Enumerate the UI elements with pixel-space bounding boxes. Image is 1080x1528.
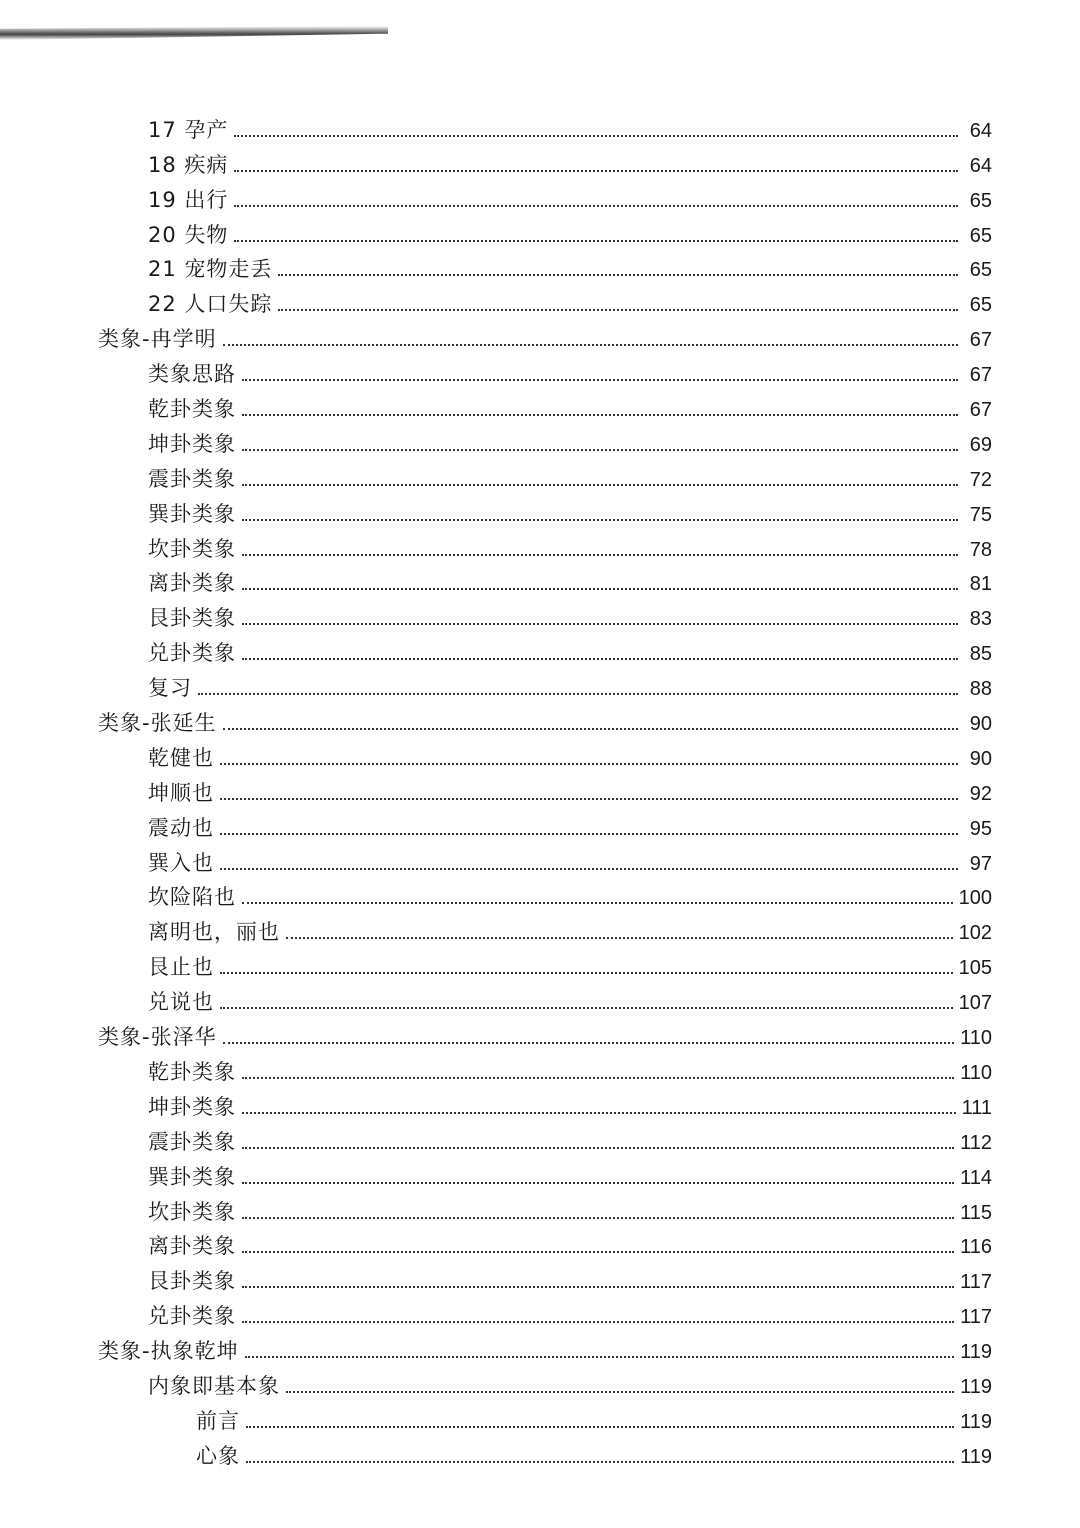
dot-leader: [242, 1251, 954, 1253]
toc-entry: [98, 106, 992, 141]
toc-entry-page-number: 83: [969, 608, 992, 631]
toc-entry-title: 乾卦类象: [148, 397, 236, 422]
toc-entry-page-number: 65: [969, 294, 992, 317]
toc-entry-title: 离明也，丽也: [148, 920, 280, 945]
toc-entry-title: 类象-冉学明: [98, 327, 217, 352]
toc-entry-title: 震卦类象: [148, 466, 236, 491]
toc-entry: [98, 490, 992, 525]
toc-entry: [98, 280, 992, 315]
toc-entry-title: 类象思路: [148, 362, 236, 387]
toc-entry-title: 坎卦类象: [148, 536, 236, 561]
toc-entry-title: 坎险陷也: [148, 885, 236, 910]
toc-entry-title: 坎卦类象: [148, 1199, 236, 1224]
toc-entry-page-number: 105: [958, 957, 992, 980]
toc-entry-page-number: 112: [960, 1131, 992, 1154]
toc-entry-title: 兑卦类象: [148, 641, 236, 666]
toc-entry-title: 艮止也: [148, 955, 214, 980]
dot-leader: [242, 554, 958, 556]
toc-entry-title: 类象-张泽华: [98, 1025, 217, 1050]
toc-entry: [98, 769, 992, 804]
dot-leader: [234, 135, 958, 137]
toc-entry: [98, 141, 992, 176]
dot-leader: [278, 309, 958, 311]
toc-entry: [98, 1397, 992, 1432]
toc-entry-title: 内象即基本象: [148, 1373, 280, 1398]
toc-entry: [98, 1118, 992, 1153]
scan-edge-mark: [0, 26, 388, 40]
toc-entry: [98, 1292, 992, 1327]
toc-entry-page-number: 110: [960, 1027, 992, 1050]
toc-entry-title: 19 出行: [148, 187, 229, 212]
toc-entry-title: 震动也: [148, 815, 214, 840]
dot-leader: [245, 1356, 955, 1358]
toc-entry-title: 乾卦类象: [148, 1059, 236, 1084]
toc-entry: [98, 978, 992, 1013]
toc-entry-page-number: 107: [958, 992, 992, 1015]
toc-entry-page-number: 69: [969, 433, 992, 456]
toc-entry-title: 坤顺也: [148, 780, 214, 805]
toc-entry: [98, 664, 992, 699]
toc-entry-title: 坤卦类象: [148, 1094, 236, 1119]
toc-entry-title: 坤卦类象: [148, 431, 236, 456]
toc-entry: [98, 1013, 992, 1048]
toc-entry: [98, 1362, 992, 1397]
toc-entry: [98, 1432, 992, 1467]
toc-entry: [98, 1188, 992, 1223]
dot-leader: [223, 1042, 955, 1044]
toc-entry-title: 兑卦类象: [148, 1304, 236, 1329]
toc-entry: [98, 1153, 992, 1188]
dot-leader: [234, 240, 958, 242]
dot-leader: [242, 1182, 954, 1184]
toc-entry-page-number: 78: [969, 538, 992, 561]
toc-entry: [98, 874, 992, 909]
dot-leader: [223, 728, 958, 730]
dot-leader: [242, 1217, 954, 1219]
toc-entry-page-number: 81: [969, 573, 992, 596]
toc-entry-title: 复习: [148, 676, 192, 701]
toc-entry-title: 离卦类象: [148, 1234, 236, 1259]
toc-entry-page-number: 65: [969, 224, 992, 247]
dot-leader: [242, 379, 958, 381]
toc-entry-page-number: 116: [960, 1236, 992, 1259]
toc-entry: [98, 594, 992, 629]
toc-entry: [98, 839, 992, 874]
dot-leader: [246, 1461, 954, 1463]
toc-entry: [98, 1048, 992, 1083]
toc-entry-title: 乾健也: [148, 745, 214, 770]
dot-leader: [246, 1426, 954, 1428]
toc-entry-page-number: 67: [969, 329, 992, 352]
dot-leader: [286, 937, 953, 939]
dot-leader: [242, 449, 958, 451]
toc-entry-title: 心象: [196, 1443, 240, 1468]
toc-entry-title: 类象-执象乾坤: [98, 1339, 239, 1364]
toc-entry-title: 离卦类象: [148, 571, 236, 596]
toc-entry-page-number: 102: [958, 922, 992, 945]
toc-entry-page-number: 67: [969, 399, 992, 422]
toc-entry: [98, 1257, 992, 1292]
toc-entry-page-number: 97: [969, 852, 992, 875]
dot-leader: [242, 623, 958, 625]
toc-entry-page-number: 90: [969, 747, 992, 770]
dot-leader: [242, 1286, 954, 1288]
dot-leader: [242, 658, 958, 660]
toc-entry-page-number: 67: [969, 364, 992, 387]
toc-entry: [98, 1223, 992, 1258]
toc-entry-page-number: 117: [960, 1271, 992, 1294]
toc-entry: [98, 734, 992, 769]
toc-entry-title: 18 疾病: [148, 152, 229, 177]
toc-entry-page-number: 119: [960, 1410, 992, 1433]
toc-entry-page-number: 119: [960, 1375, 992, 1398]
toc-entry: [98, 908, 992, 943]
dot-leader: [242, 414, 958, 416]
dot-leader: [242, 484, 958, 486]
toc-entry: [98, 246, 992, 281]
dot-leader: [242, 1321, 954, 1323]
toc-entry-page-number: 119: [960, 1445, 992, 1468]
dot-leader: [220, 798, 958, 800]
dot-leader: [220, 1007, 953, 1009]
toc-entry: [98, 699, 992, 734]
toc-entry: [98, 943, 992, 978]
toc-entry-page-number: 65: [969, 259, 992, 282]
toc-entry-page-number: 95: [969, 817, 992, 840]
toc-entry: [98, 455, 992, 490]
dot-leader: [198, 693, 958, 695]
dot-leader: [242, 1077, 954, 1079]
toc-entry-page-number: 75: [969, 503, 992, 526]
toc-entry-title: 艮卦类象: [148, 1269, 236, 1294]
toc-entry: [98, 804, 992, 839]
toc-entry-title: 巽卦类象: [148, 501, 236, 526]
dot-leader: [220, 972, 953, 974]
toc-entry-title: 震卦类象: [148, 1129, 236, 1154]
toc-entry-title: 22 人口失踪: [148, 292, 273, 317]
toc-entry-page-number: 111: [961, 1096, 992, 1119]
toc-entry-page-number: 64: [969, 119, 992, 142]
dot-leader: [242, 1112, 956, 1114]
toc-entry-title: 巽入也: [148, 850, 214, 875]
toc-entry: [98, 1083, 992, 1118]
toc-entry-page-number: 117: [960, 1306, 992, 1329]
dot-leader: [242, 588, 958, 590]
toc-entry: [98, 629, 992, 664]
toc-entry-title: 17 孕产: [148, 117, 229, 142]
toc-entry: [98, 420, 992, 455]
toc-entry: [98, 525, 992, 560]
dot-leader: [286, 1391, 954, 1393]
toc-entry-page-number: 92: [969, 782, 992, 805]
toc-entry-page-number: 72: [969, 468, 992, 491]
toc-entry: [98, 560, 992, 595]
dot-leader: [242, 1147, 954, 1149]
toc-entry-title: 兑说也: [148, 990, 214, 1015]
dot-leader: [220, 833, 958, 835]
toc-entry-page-number: 88: [969, 678, 992, 701]
toc-entry-page-number: 110: [960, 1061, 992, 1084]
dot-leader: [220, 763, 958, 765]
toc-entry-page-number: 119: [960, 1341, 992, 1364]
toc-entry: [98, 176, 992, 211]
toc-entry-title: 前言: [196, 1408, 240, 1433]
toc-entry: [98, 315, 992, 350]
toc-entry-page-number: 115: [960, 1201, 992, 1224]
toc-entry-title: 21 宠物走丢: [148, 257, 273, 282]
dot-leader: [223, 344, 958, 346]
toc-entry-title: 20 失物: [148, 222, 229, 247]
toc-entry: [98, 350, 992, 385]
toc-entry-title: 艮卦类象: [148, 606, 236, 631]
toc-entry: [98, 1327, 992, 1362]
dot-leader: [220, 868, 958, 870]
toc-entry-title: 类象-张延生: [98, 711, 217, 736]
dot-leader: [234, 205, 958, 207]
toc-entry-title: 巽卦类象: [148, 1164, 236, 1189]
toc-entry-page-number: 114: [960, 1166, 992, 1189]
dot-leader: [278, 274, 958, 276]
table-of-contents: [98, 106, 992, 1467]
toc-entry-page-number: 85: [969, 643, 992, 666]
dot-leader: [234, 170, 958, 172]
toc-entry: [98, 211, 992, 246]
toc-entry-page-number: 90: [969, 713, 992, 736]
dot-leader: [242, 902, 953, 904]
toc-entry-page-number: 100: [958, 887, 992, 910]
dot-leader: [242, 519, 958, 521]
toc-entry-page-number: 65: [969, 189, 992, 212]
toc-entry-page-number: 64: [969, 154, 992, 177]
toc-entry: [98, 385, 992, 420]
